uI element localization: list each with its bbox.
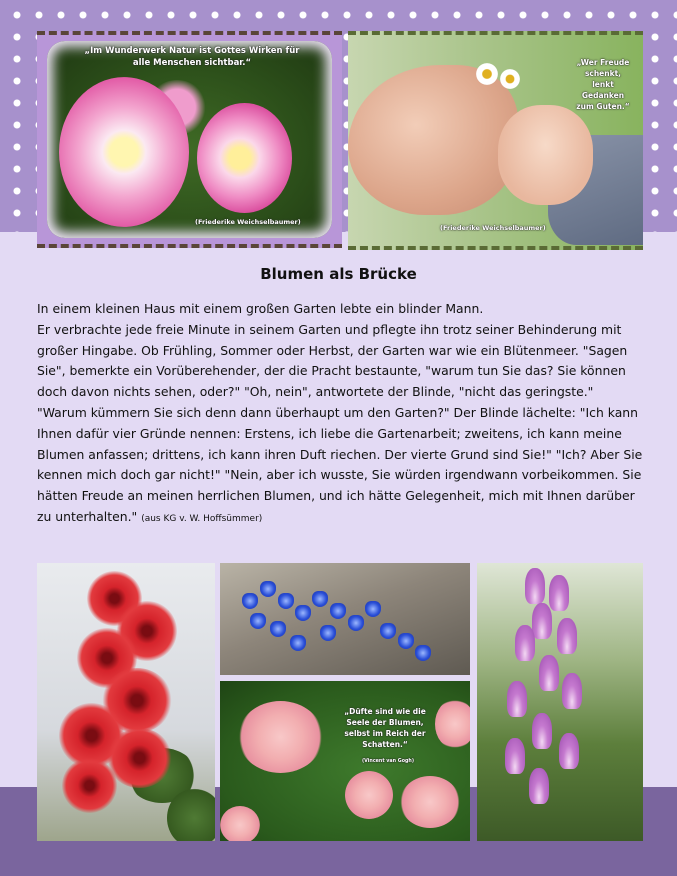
adult-hand [348,65,518,215]
foxglove-bell [525,568,545,604]
foxglove-bell [532,603,552,639]
gentian-flower [278,593,294,609]
gentian-flower [312,591,328,607]
photo-foxglove [477,563,643,841]
photo-credit: (Friederike Weichselbaumer) [195,218,301,226]
hollyhock-bloom [62,758,117,813]
foxglove-bell [539,655,559,691]
story-body [37,320,647,530]
gentian-flower [398,633,414,649]
gentian-flower [242,593,258,609]
gentian-flower [348,615,364,631]
rose-flower [400,776,460,828]
photo-gentian [220,563,470,675]
foxglove-bell [559,733,579,769]
photo-credit: (Friederike Weichselbaumer) [440,224,546,232]
photo-credit: (Vincent van Gogh) [361,759,415,764]
gentian-flower [295,605,311,621]
photo-quote: „Wer Freude schenkt, lenkt Gedanken zum Guten.“ [576,58,630,111]
daisy-flower [500,69,520,89]
wild-rose-flower [59,77,189,227]
foxglove-bell [507,681,527,717]
page-title: Blumen als Brücke [260,265,417,283]
photo-quote: „Düfte sind wie die Seele der Blumen, selbst im Reich der Schatten.“ [344,707,426,749]
foxglove-bell [529,768,549,804]
story-body-text: Er verbrachte jede freie Minute in seinem Garten und pflegte ihn trotz seiner Behinderung mit großer Hingabe. Ob Frühling, Sommer oder Herbst, der Garten war wie ein Blütenmeer. "Sagen Sie", bemerkte ein Vorüberehender, der die Pracht bestaunte, "warum tun Sie das? Sie können doch davon nichts sehen, oder?" "Oh, nein", antwortete der Blinde, "nicht das geringste." "Warum kümmern Sie sich denn dann überhaupt um den Garten?" Der Blinde lächelte: "Ich kann Ihnen dafür vier Gründe nennen: Erstens, ich liebe die Gartenarbeit; zweitens, ich kann meine Blumen anfassen; drittens, ich kann ihren Duft riechen. Der vierte Grund sind Sie!" "Ich? Aber Sie kennen mich doch gar nicht!" "Nein, aber ich wusste, Sie würden irgendwann vorbeikommen. Sie hätten Freude an meinen herrlichen Blumen, und ich hätte Gelegenheit, mich mit Ihnen darüber zu unterhalten." [37,321,643,524]
story-text [37,299,647,530]
foxglove-bell [532,713,552,749]
gentian-flower [415,645,431,661]
photo-roses [220,681,470,841]
foxglove-bell [515,625,535,661]
foxglove-bell [562,673,582,709]
story-first-line: In einem kleinen Haus mit einem großen Garten lebte ein blinder Mann. [37,301,484,316]
gentian-flower [330,603,346,619]
child-hand [498,105,593,205]
story-source: (aus KG v. W. Hoffsümmer) [141,513,263,524]
rose-flower [220,806,260,841]
gentian-flower [290,635,306,651]
leaf [167,788,215,841]
hollyhock-bloom [107,728,172,788]
photo-hollyhock [37,563,215,841]
gentian-flower [270,621,286,637]
gentian-flower [250,613,266,629]
rose-flower [345,771,393,819]
foxglove-bell [549,575,569,611]
foxglove-bell [557,618,577,654]
rose-flower [238,701,323,773]
gentian-flower [260,581,276,597]
rose-flower [435,699,470,749]
wild-rose-flower [197,103,292,213]
gentian-flower [380,623,396,639]
gentian-flower [365,601,381,617]
photo-quote: „Im Wunderwerk Natur ist Gottes Wirken für alle Menschen sichtbar.“ [84,46,300,68]
foxglove-bell [505,738,525,774]
gentian-flower [320,625,336,641]
daisy-flower [476,63,498,85]
